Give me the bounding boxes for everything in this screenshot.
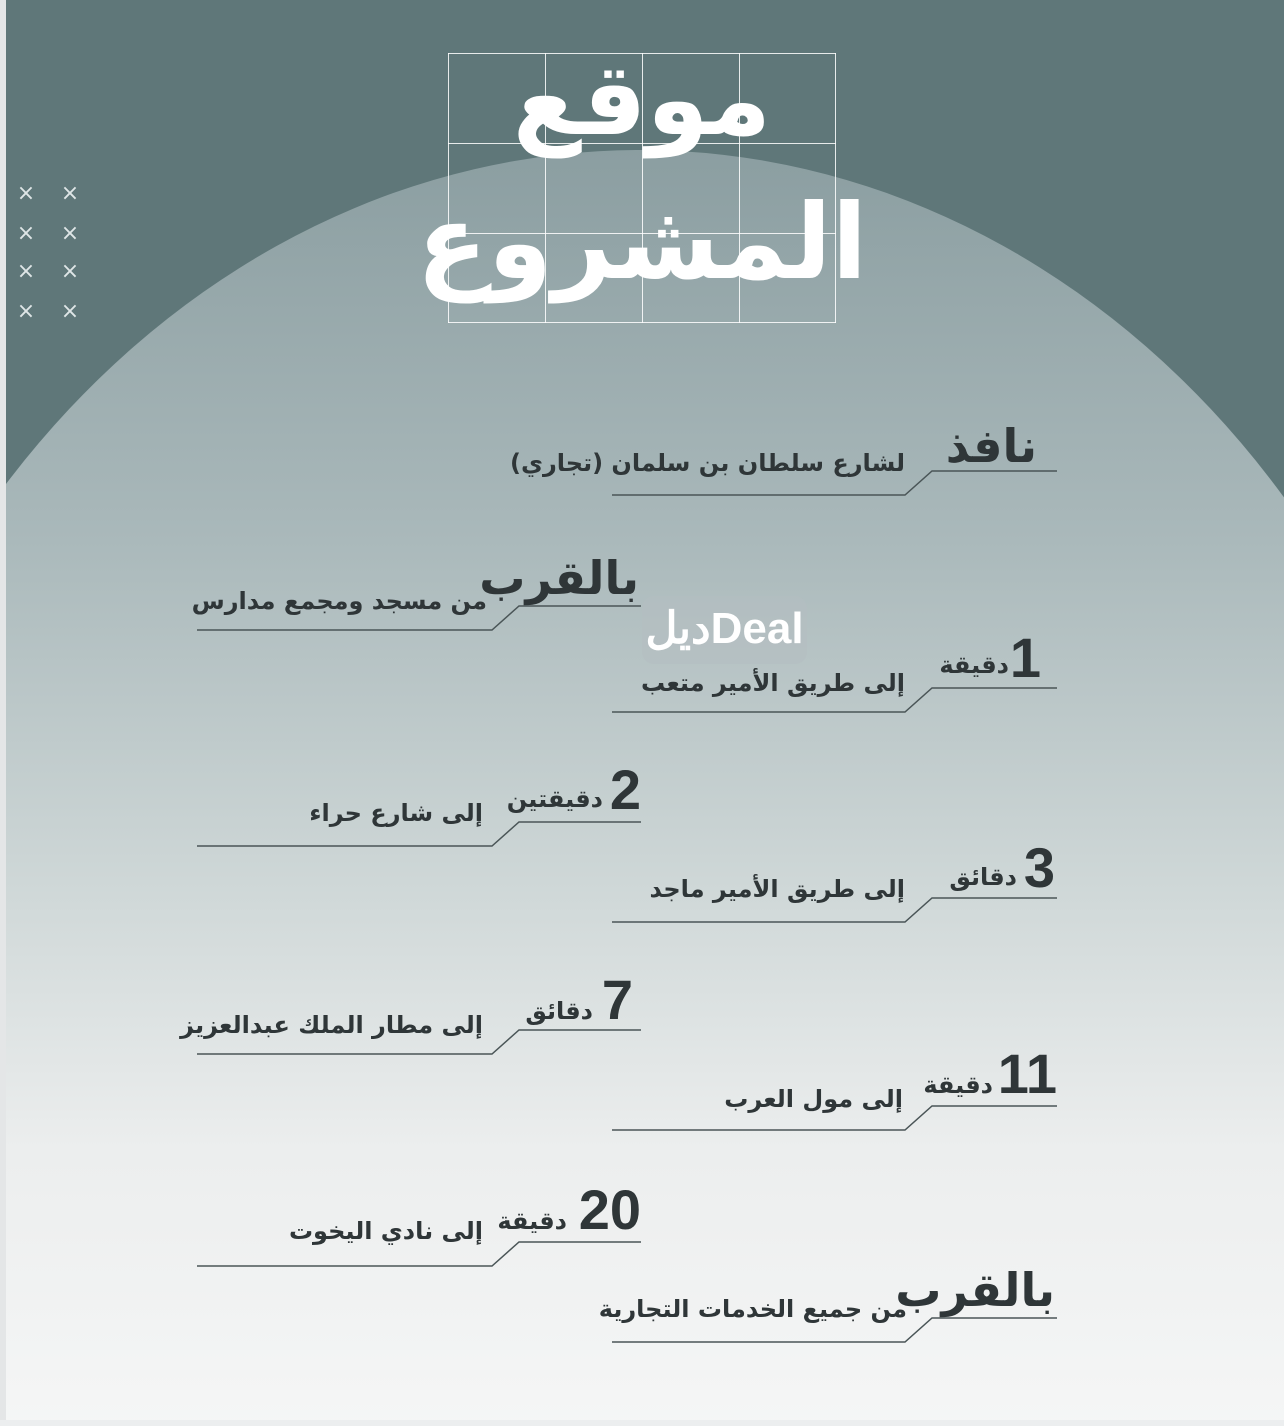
cross-icon: × (16, 299, 36, 324)
distance-number: 20 (578, 1178, 641, 1241)
distance-item-hira (197, 760, 641, 850)
bottom-border (0, 1420, 1284, 1426)
distance-unit: دقيقتين (506, 785, 603, 813)
distance-destination: إلى مول العرب (724, 1085, 903, 1113)
distance-heading (1010, 628, 1041, 689)
feature-heading: نافذ (945, 419, 1037, 473)
distance-heading (1024, 838, 1055, 899)
distance-number: 7 (601, 968, 633, 1031)
page-title-line2: المشروع (416, 181, 868, 303)
distance-number: 11 (997, 1042, 1057, 1105)
distance-unit: دقيقة (939, 651, 1009, 679)
distance-destination: إلى شارع حراء (309, 799, 483, 827)
distance-unit: دقيقة (497, 1207, 567, 1235)
distance-heading (579, 1180, 641, 1241)
distance-destination: إلى نادي اليخوت (288, 1217, 483, 1245)
distance-item-prince-mutaib (612, 626, 1057, 716)
cross-icon: × (60, 181, 80, 206)
distance-destination: إلى طريق الأمير ماجد (649, 875, 905, 903)
feature-heading: بالقرب (895, 1263, 1055, 1317)
distance-unit: دقائق (949, 863, 1017, 891)
distance-item-yacht-club (197, 1180, 641, 1270)
feature-item-nearby-mosque (191, 550, 641, 635)
distance-number: 1 (1009, 626, 1041, 689)
background-arc (0, 150, 1284, 1426)
feature-description: من جميع الخدمات التجارية (598, 1295, 907, 1323)
feature-description: من مسجد ومجمع مدارس (191, 587, 487, 615)
feature-item-access (509, 418, 1057, 498)
cross-icon: × (16, 259, 36, 284)
distance-destination: إلى مطار الملك عبدالعزيز (180, 1011, 483, 1039)
distance-item-prince-majed (612, 836, 1057, 926)
distance-unit: دقائق (525, 997, 593, 1025)
cross-icon: × (60, 221, 80, 246)
page-title-line1: موقع (512, 41, 772, 158)
feature-heading: بالقرب (479, 551, 639, 605)
distance-item-airport (180, 968, 641, 1060)
distance-heading (610, 760, 641, 821)
distance-unit: دقيقة (923, 1071, 993, 1099)
deal-watermark: ديلDeal (642, 596, 807, 664)
cross-icon: × (60, 299, 80, 324)
feature-item-nearby-services (598, 1262, 1057, 1346)
distance-number: 3 (1023, 836, 1055, 899)
distance-number: 2 (609, 758, 641, 821)
distance-destination: إلى طريق الأمير متعب (640, 669, 905, 697)
cross-icon: × (16, 221, 36, 246)
distance-item-arab-mall (612, 1044, 1057, 1134)
cross-icon: × (16, 181, 36, 206)
distance-heading (602, 970, 633, 1031)
left-border (0, 0, 6, 1426)
cross-icon: × (60, 259, 80, 284)
distance-heading (998, 1044, 1057, 1105)
feature-description: لشارع سلطان بن سلمان (تجاري) (509, 449, 905, 477)
